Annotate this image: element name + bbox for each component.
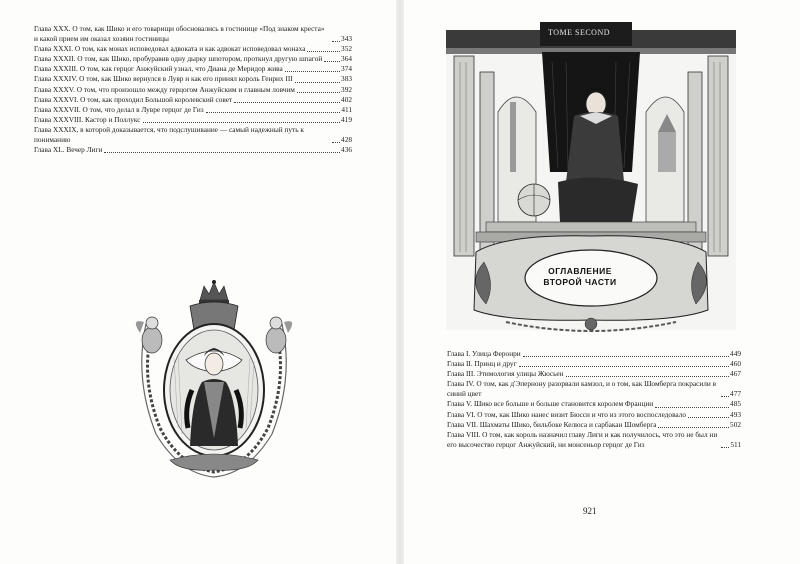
- toc-entry[interactable]: Глава XXXV. О том, что произошло между герцогом Анжуйским и главным ловчим 392: [34, 84, 352, 94]
- toc-page-number: 467: [730, 369, 741, 379]
- right-table-of-contents: [447, 349, 741, 450]
- page-number: 921: [583, 506, 597, 516]
- toc-entry[interactable]: Глава V. Шико все больше и больше становится королем Франции 485: [447, 399, 741, 409]
- queen-portrait-engraving: [130, 278, 298, 478]
- toc-entry[interactable]: Глава VI. О том, как Шико нанес визит Бюсси и что из этого воспоследовало 493: [447, 409, 741, 419]
- toc-entry[interactable]: Глава XXX. О том, как Шико и его товарищи обосновались в гостинице «Под знаком креста» и какой прием им оказал хозяин гостиницы 343: [34, 24, 352, 44]
- section-title-line-1: ОГЛАВЛЕНИЕ: [548, 266, 612, 276]
- crown-icon: [199, 280, 229, 305]
- toc-page-number: 477: [730, 389, 741, 399]
- throne-frontispiece-engraving: [446, 22, 736, 340]
- toc-page-number: 383: [341, 74, 352, 84]
- toc-entry[interactable]: Глава XXXVI. О том, как проходил Большой королевский совет 402: [34, 94, 352, 104]
- toc-page-number: 436: [341, 145, 352, 155]
- left-table-of-contents: [34, 24, 352, 155]
- toc-page-number: 493: [730, 409, 741, 419]
- toc-page-number: 352: [341, 44, 352, 54]
- toc-page-number: 460: [730, 359, 741, 369]
- toc-entry[interactable]: Глава IV. О том, как д'Эпернону разорвали камзол, и о том, как Шомберга покрасили в синий цвет 477: [447, 379, 741, 399]
- toc-entry[interactable]: Глава VIII. О том, как король назначил главу Лиги и как получилось, что это не был ни его высочество герцог Анжуйский, ни монсеньор герцог де Гиз 511: [447, 429, 741, 449]
- toc-page-number: 502: [730, 419, 741, 429]
- toc-entry[interactable]: Глава III. Этимология улицы Жюсьен 467: [447, 369, 741, 379]
- toc-entry[interactable]: Глава I. Улица Феронри 449: [447, 349, 741, 358]
- toc-entry[interactable]: Глава XXXVII. О том, что делал в Лувре герцог де Гиз 411: [34, 104, 352, 114]
- toc-page-number: 428: [341, 135, 352, 145]
- toc-page-number: 343: [341, 34, 352, 44]
- section-title: [520, 266, 640, 288]
- toc-entry[interactable]: Глава XL. Вечер Лиги 436: [34, 145, 352, 155]
- toc-entry[interactable]: Глава XXXIV. О том, как Шико вернулся в Лувр и как его принял король Генрих III 383: [34, 74, 352, 84]
- toc-page-number: 402: [341, 94, 352, 104]
- section-title-line-2: ВТОРОЙ ЧАСТИ: [543, 277, 617, 287]
- cherub-left-icon: [136, 317, 162, 353]
- tome-label: TOME SECOND: [547, 28, 611, 37]
- toc-page-number: 511: [730, 439, 741, 449]
- toc-entry[interactable]: Глава XXXIX, в которой доказывается, что подслушивание — самый надежный путь к пониманию 428: [34, 124, 352, 145]
- cherub-right-icon: [266, 317, 292, 353]
- book-gutter: [396, 0, 404, 564]
- toc-page-number: 419: [341, 114, 352, 124]
- toc-entry[interactable]: Глава XXXII. О том, как Шико, пробуравив одну дырку шпотором, проткнул другую шпагой 364: [34, 54, 352, 64]
- toc-page-number: 392: [341, 84, 352, 94]
- toc-page-number: 374: [341, 64, 352, 74]
- toc-entry[interactable]: Глава XXXIII. О том, как герцог Анжуйский узнал, что Диана де Меридор жива 374: [34, 64, 352, 74]
- toc-page-number: 411: [341, 104, 352, 114]
- toc-page-number: 449: [730, 349, 741, 358]
- toc-entry[interactable]: Глава XXXVIII. Кастор и Поллукс 419: [34, 114, 352, 124]
- toc-entry[interactable]: Глава II. Принц и друг 460: [447, 359, 741, 369]
- toc-entry[interactable]: Глава VII. Шахматы Шико, бильбоке Келюса и сарбакан Шомберга 502: [447, 419, 741, 429]
- toc-page-number: 485: [730, 399, 741, 409]
- toc-entry[interactable]: Глава XXXI. О том, как монах исповедовал адвоката и как адвокат исповедовал монаха 352: [34, 44, 352, 54]
- toc-page-number: 364: [341, 54, 352, 64]
